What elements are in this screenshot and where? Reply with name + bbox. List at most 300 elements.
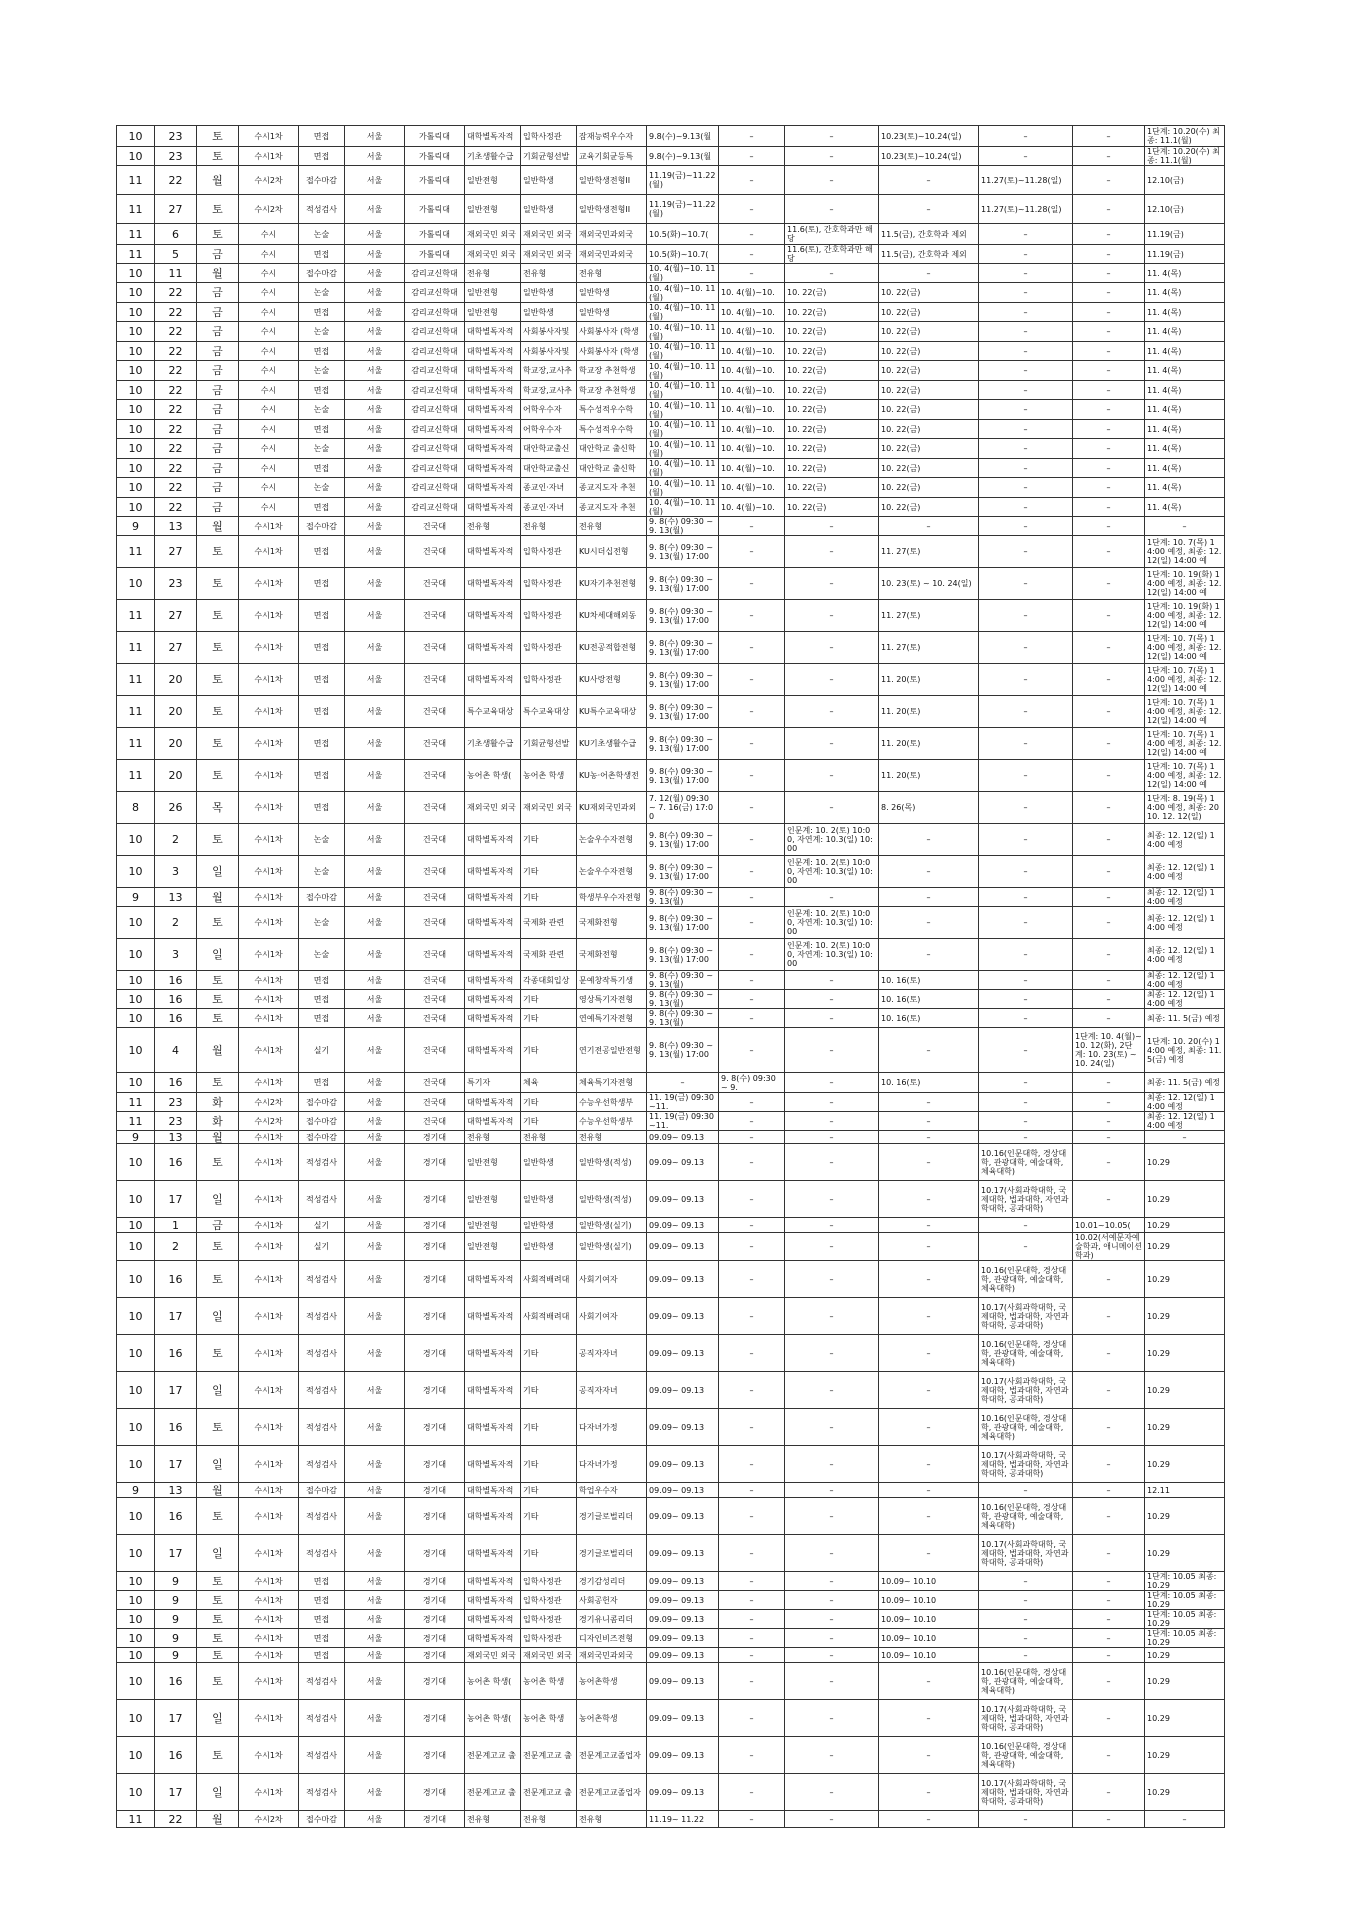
cell-program: 전유형 (577, 1811, 647, 1828)
cell-application-period: 9. 8(수) 09:30 ~ 9. 13(월) 17:00 (647, 696, 719, 728)
cell-application-period: 09.09~ 09.13 (647, 1648, 719, 1663)
cell-region: 서울 (345, 459, 405, 478)
cell-practical-date: – (1073, 478, 1145, 498)
cell-weekday: 토 (197, 568, 239, 600)
cell-application-period: 9. 8(수) 09:30 ~ 9. 13(월) 17:00 (647, 664, 719, 696)
cell-track: 재외국민 외국 (465, 1648, 521, 1663)
cell-university: 경기대 (405, 1774, 465, 1811)
cell-result-date: 11. 4(목) (1145, 283, 1225, 303)
cell-document-period: – (719, 1144, 785, 1181)
cell-category: 대안학교출신 (521, 439, 577, 459)
cell-round: 수시1차 (239, 1483, 299, 1498)
cell-practical-date: – (1073, 400, 1145, 420)
cell-category: 전유형 (521, 517, 577, 536)
cell-exam-type: 면접 (299, 664, 345, 696)
cell-result-date: 10.29 (1145, 1335, 1225, 1372)
cell-region: 서울 (345, 245, 405, 264)
cell-program: 농어촌학생 (577, 1700, 647, 1737)
cell-interview-date: – (879, 856, 979, 888)
admission-schedule-table (116, 125, 1225, 1828)
cell-day: 16 (155, 1663, 197, 1700)
cell-practical-date: – (1073, 147, 1145, 166)
cell-university: 건국대 (405, 856, 465, 888)
cell-essay-date: 10. 22(금) (785, 400, 879, 420)
cell-application-period: 9. 8(수) 09:30 ~ 9. 13(월) 17:00 (647, 939, 719, 971)
cell-university: 건국대 (405, 760, 465, 792)
cell-aptitude-date: 10.17(사회과학대학, 국제대학, 법과대학, 자연과학대학, 공과대학) (979, 1774, 1073, 1811)
cell-program: 일반학생전형II (577, 166, 647, 195)
cell-result-date: 1단계: 10.20(수) 최종: 11.1(월) (1145, 126, 1225, 147)
cell-program: 농어촌학생 (577, 1663, 647, 1700)
cell-aptitude-date: – (979, 792, 1073, 824)
cell-interview-date: 11.5(금), 간호학과 제외 (879, 224, 979, 245)
cell-program: 논술우수자전형 (577, 824, 647, 856)
cell-university: 건국대 (405, 939, 465, 971)
cell-month: 10 (117, 1372, 155, 1409)
cell-result-date: 10.29 (1145, 1298, 1225, 1335)
cell-month: 9 (117, 517, 155, 536)
cell-region: 서울 (345, 517, 405, 536)
cell-exam-type: 논술 (299, 361, 345, 381)
cell-essay-date: – (785, 1335, 879, 1372)
cell-practical-date: – (1073, 1144, 1145, 1181)
cell-round: 수시1차 (239, 1663, 299, 1700)
cell-round: 수시2차 (239, 1112, 299, 1131)
cell-weekday: 토 (197, 1261, 239, 1298)
cell-essay-date: – (785, 568, 879, 600)
cell-program: 연예특기자전형 (577, 1009, 647, 1028)
cell-program: 교육기회균등특 (577, 147, 647, 166)
cell-exam-type: 면접 (299, 147, 345, 166)
cell-exam-type: 적성검사 (299, 1700, 345, 1737)
cell-application-period: 9. 8(수) 09:30 ~ 9. 13(월) 17:00 (647, 1028, 719, 1073)
cell-result-date: 10.29 (1145, 1700, 1225, 1737)
cell-track: 대학별독자적 (465, 400, 521, 420)
cell-region: 서울 (345, 1131, 405, 1144)
cell-category: 재외국민 외국 (521, 224, 577, 245)
cell-aptitude-date: – (979, 600, 1073, 632)
cell-document-period: 10. 4(월)~10. (719, 322, 785, 342)
cell-result-date: 10.29 (1145, 1737, 1225, 1774)
cell-region: 서울 (345, 568, 405, 600)
cell-weekday: 일 (197, 1181, 239, 1218)
cell-application-period: 10. 4(월)~10. 11(월) (647, 322, 719, 342)
cell-day: 16 (155, 1009, 197, 1028)
table-row (117, 1131, 1225, 1144)
cell-day: 23 (155, 1112, 197, 1131)
cell-result-date: – (1145, 1811, 1225, 1828)
cell-round: 수시1차 (239, 1335, 299, 1372)
cell-application-period: 09.09~ 09.13 (647, 1181, 719, 1218)
cell-application-period: 10. 4(월)~10. 11(월) (647, 361, 719, 381)
cell-aptitude-date: – (979, 1218, 1073, 1233)
cell-interview-date: 10. 22(금) (879, 498, 979, 517)
cell-category: 일반학생 (521, 195, 577, 224)
cell-program: 재외국민과외국 (577, 245, 647, 264)
cell-result-date: 11. 4(목) (1145, 342, 1225, 361)
cell-essay-date: – (785, 1131, 879, 1144)
cell-round: 수시1차 (239, 536, 299, 568)
cell-program: 전유형 (577, 517, 647, 536)
cell-result-date: 1단계: 10. 19(화) 14:00 예정, 최종: 12. 12(일) 14:00 예 (1145, 568, 1225, 600)
cell-result-date: 10.29 (1145, 1648, 1225, 1663)
cell-track: 전문계고교 출 (465, 1737, 521, 1774)
cell-result-date: 10.29 (1145, 1409, 1225, 1446)
cell-practical-date: – (1073, 283, 1145, 303)
cell-weekday: 토 (197, 1009, 239, 1028)
cell-track: 대학별독자적 (465, 1028, 521, 1073)
cell-day: 11 (155, 264, 197, 283)
cell-month: 10 (117, 1009, 155, 1028)
cell-university: 감리교신학대 (405, 283, 465, 303)
cell-practical-date: – (1073, 264, 1145, 283)
cell-round: 수시2차 (239, 195, 299, 224)
cell-aptitude-date: 10.17(사회과학대학, 국제대학, 법과대학, 자연과학대학, 공과대학) (979, 1372, 1073, 1409)
cell-category: 기회균형선발 (521, 728, 577, 760)
cell-document-period: – (719, 792, 785, 824)
cell-round: 수시1차 (239, 126, 299, 147)
table-row (117, 1218, 1225, 1233)
cell-document-period: – (719, 1181, 785, 1218)
cell-application-period: 09.09~ 09.13 (647, 1218, 719, 1233)
cell-aptitude-date: – (979, 478, 1073, 498)
cell-university: 경기대 (405, 1610, 465, 1629)
cell-document-period: – (719, 971, 785, 990)
cell-exam-type: 적성검사 (299, 1409, 345, 1446)
table-row (117, 1737, 1225, 1774)
cell-month: 11 (117, 536, 155, 568)
cell-application-period: 9. 8(수) 09:30 ~ 9. 13(월) (647, 971, 719, 990)
cell-interview-date: 8. 26(목) (879, 792, 979, 824)
cell-round: 수시2차 (239, 1093, 299, 1112)
cell-month: 10 (117, 303, 155, 322)
cell-program: 전유형 (577, 264, 647, 283)
cell-category: 기타 (521, 1446, 577, 1483)
cell-aptitude-date: – (979, 147, 1073, 166)
cell-program: 전문계고교졸업자 (577, 1737, 647, 1774)
cell-track: 대학별독자적 (465, 381, 521, 400)
cell-practical-date: – (1073, 439, 1145, 459)
cell-track: 대학별독자적 (465, 439, 521, 459)
cell-essay-date: 인문계: 10. 2(토) 10:00, 자연계: 10.3(일) 10:00 (785, 824, 879, 856)
cell-category: 종교인·자녀 (521, 478, 577, 498)
cell-result-date: 1단계: 10. 7(목) 14:00 예정, 최종: 12. 12(일) 14:00 예 (1145, 728, 1225, 760)
cell-day: 17 (155, 1535, 197, 1572)
cell-track: 대학별독자적 (465, 1572, 521, 1591)
cell-document-period: – (719, 1233, 785, 1261)
cell-result-date: 12.10(금) (1145, 195, 1225, 224)
cell-interview-date: – (879, 1298, 979, 1335)
cell-day: 2 (155, 1233, 197, 1261)
cell-track: 농어촌 학생( (465, 1663, 521, 1700)
cell-interview-date: 10.09~ 10.10 (879, 1629, 979, 1648)
cell-region: 서울 (345, 1648, 405, 1663)
cell-practical-date: – (1073, 1181, 1145, 1218)
cell-practical-date: – (1073, 664, 1145, 696)
cell-essay-date: – (785, 1774, 879, 1811)
cell-region: 서울 (345, 361, 405, 381)
cell-practical-date: – (1073, 990, 1145, 1009)
cell-exam-type: 논술 (299, 322, 345, 342)
cell-essay-date: – (785, 1298, 879, 1335)
cell-document-period: – (719, 1261, 785, 1298)
cell-track: 대학별독자적 (465, 1093, 521, 1112)
cell-program: 연기전공일반전형 (577, 1028, 647, 1073)
cell-exam-type: 면접 (299, 728, 345, 760)
cell-essay-date: – (785, 632, 879, 664)
cell-practical-date: – (1073, 1629, 1145, 1648)
cell-interview-date: – (879, 1261, 979, 1298)
cell-exam-type: 논술 (299, 939, 345, 971)
cell-program: 대안학교 출신학 (577, 439, 647, 459)
cell-program: 일반학생(실기) (577, 1218, 647, 1233)
cell-essay-date: 인문계: 10. 2(토) 10:00, 자연계: 10.3(일) 10:00 (785, 907, 879, 939)
cell-category: 입학사정관 (521, 664, 577, 696)
cell-interview-date: – (879, 1811, 979, 1828)
cell-track: 대학별독자적 (465, 1298, 521, 1335)
cell-category: 전유형 (521, 264, 577, 283)
cell-practical-date: – (1073, 303, 1145, 322)
cell-exam-type: 논술 (299, 439, 345, 459)
cell-university: 경기대 (405, 1811, 465, 1828)
cell-essay-date: – (785, 1700, 879, 1737)
cell-region: 서울 (345, 1446, 405, 1483)
cell-region: 서울 (345, 1535, 405, 1572)
table-row (117, 990, 1225, 1009)
cell-weekday: 금 (197, 459, 239, 478)
cell-round: 수시1차 (239, 792, 299, 824)
cell-essay-date: – (785, 1498, 879, 1535)
cell-month: 9 (117, 1483, 155, 1498)
cell-essay-date: – (785, 971, 879, 990)
cell-application-period: 10. 4(월)~10. 11(월) (647, 303, 719, 322)
cell-round: 수시 (239, 498, 299, 517)
cell-document-period: – (719, 568, 785, 600)
table-row (117, 439, 1225, 459)
cell-document-period: – (719, 990, 785, 1009)
cell-application-period: 9. 8(수) 09:30 ~ 9. 13(월) 17:00 (647, 600, 719, 632)
cell-exam-type: 적성검사 (299, 1498, 345, 1535)
cell-document-period: – (719, 1498, 785, 1535)
cell-university: 건국대 (405, 517, 465, 536)
cell-application-period: 10. 4(월)~10. 11(월) (647, 439, 719, 459)
cell-month: 10 (117, 264, 155, 283)
cell-essay-date: – (785, 1663, 879, 1700)
cell-day: 17 (155, 1774, 197, 1811)
cell-region: 서울 (345, 322, 405, 342)
cell-round: 수시 (239, 342, 299, 361)
cell-round: 수시1차 (239, 907, 299, 939)
cell-track: 대학별독자적 (465, 856, 521, 888)
table-row (117, 728, 1225, 760)
table-row (117, 1028, 1225, 1073)
cell-weekday: 토 (197, 600, 239, 632)
cell-month: 10 (117, 459, 155, 478)
cell-round: 수시1차 (239, 728, 299, 760)
cell-document-period: – (719, 1028, 785, 1073)
cell-track: 전문계고교 출 (465, 1774, 521, 1811)
cell-region: 서울 (345, 1700, 405, 1737)
cell-month: 10 (117, 478, 155, 498)
cell-region: 서울 (345, 600, 405, 632)
cell-round: 수시1차 (239, 147, 299, 166)
cell-aptitude-date: – (979, 264, 1073, 283)
cell-application-period: 10. 4(월)~10. 11(월) (647, 498, 719, 517)
cell-day: 22 (155, 342, 197, 361)
cell-result-date: 10.29 (1145, 1144, 1225, 1181)
cell-day: 22 (155, 303, 197, 322)
cell-track: 대학별독자적 (465, 1535, 521, 1572)
cell-category: 사회봉사자및 (521, 342, 577, 361)
cell-application-period: 09.09~ 09.13 (647, 1446, 719, 1483)
cell-result-date: 11. 4(목) (1145, 459, 1225, 478)
cell-result-date: 최종: 12. 12(일) 14:00 예정 (1145, 907, 1225, 939)
cell-result-date: 10.29 (1145, 1218, 1225, 1233)
cell-program: 공직자자녀 (577, 1335, 647, 1372)
cell-result-date: 1단계: 10. 20(수) 14:00 예정, 최종: 11. 5(금) 예정 (1145, 1028, 1225, 1073)
cell-weekday: 금 (197, 303, 239, 322)
cell-exam-type: 면접 (299, 536, 345, 568)
cell-region: 서울 (345, 824, 405, 856)
cell-day: 17 (155, 1372, 197, 1409)
cell-practical-date: – (1073, 1572, 1145, 1591)
cell-month: 10 (117, 1298, 155, 1335)
cell-program: 다자녀가정 (577, 1409, 647, 1446)
cell-exam-type: 면접 (299, 342, 345, 361)
cell-weekday: 월 (197, 517, 239, 536)
cell-round: 수시1차 (239, 971, 299, 990)
cell-day: 22 (155, 439, 197, 459)
cell-interview-date: – (879, 195, 979, 224)
table-row (117, 245, 1225, 264)
cell-aptitude-date: – (979, 1648, 1073, 1663)
cell-essay-date: – (785, 1535, 879, 1572)
cell-track: 대학별독자적 (465, 907, 521, 939)
cell-document-period: – (719, 1591, 785, 1610)
cell-round: 수시1차 (239, 1131, 299, 1144)
cell-region: 서울 (345, 1483, 405, 1498)
cell-document-period: 10. 4(월)~10. (719, 283, 785, 303)
cell-practical-date: – (1073, 517, 1145, 536)
cell-practical-date: – (1073, 1591, 1145, 1610)
cell-region: 서울 (345, 126, 405, 147)
cell-practical-date: – (1073, 696, 1145, 728)
table-row (117, 1261, 1225, 1298)
cell-interview-date: 10. 16(토) (879, 1009, 979, 1028)
cell-document-period: – (719, 166, 785, 195)
cell-track: 대학별독자적 (465, 1409, 521, 1446)
cell-day: 22 (155, 166, 197, 195)
cell-aptitude-date: – (979, 1610, 1073, 1629)
cell-university: 경기대 (405, 1572, 465, 1591)
cell-application-period: – (647, 1073, 719, 1093)
cell-practical-date: – (1073, 166, 1145, 195)
cell-application-period: 9. 8(수) 09:30 ~ 9. 13(월) (647, 888, 719, 907)
cell-interview-date: 11. 27(토) (879, 536, 979, 568)
table-row (117, 195, 1225, 224)
cell-region: 서울 (345, 888, 405, 907)
cell-region: 서울 (345, 696, 405, 728)
cell-result-date: 11. 4(목) (1145, 478, 1225, 498)
cell-essay-date: – (785, 1648, 879, 1663)
cell-category: 기타 (521, 1112, 577, 1131)
cell-university: 건국대 (405, 971, 465, 990)
cell-month: 10 (117, 856, 155, 888)
cell-category: 일반학생 (521, 1144, 577, 1181)
cell-program: 수능우선학생부 (577, 1112, 647, 1131)
cell-document-period: – (719, 1572, 785, 1591)
cell-track: 기초생활수급 (465, 728, 521, 760)
cell-essay-date: – (785, 1144, 879, 1181)
cell-essay-date: – (785, 1610, 879, 1629)
cell-result-date: 11. 4(목) (1145, 381, 1225, 400)
cell-university: 건국대 (405, 824, 465, 856)
cell-round: 수시1차 (239, 664, 299, 696)
cell-category: 기회균형선발 (521, 147, 577, 166)
cell-university: 건국대 (405, 990, 465, 1009)
cell-interview-date: – (879, 1093, 979, 1112)
cell-aptitude-date: – (979, 971, 1073, 990)
cell-essay-date: – (785, 517, 879, 536)
cell-aptitude-date: – (979, 939, 1073, 971)
cell-month: 10 (117, 1700, 155, 1737)
table-row (117, 342, 1225, 361)
cell-weekday: 일 (197, 1774, 239, 1811)
cell-application-period: 9. 8(수) 09:30 ~ 9. 13(월) (647, 990, 719, 1009)
cell-exam-type: 면접 (299, 632, 345, 664)
table-row (117, 381, 1225, 400)
cell-practical-date: – (1073, 245, 1145, 264)
cell-region: 서울 (345, 1093, 405, 1112)
cell-university: 건국대 (405, 600, 465, 632)
cell-interview-date: 11. 20(토) (879, 664, 979, 696)
cell-region: 서울 (345, 498, 405, 517)
cell-interview-date: 11. 27(토) (879, 632, 979, 664)
cell-track: 대학별독자적 (465, 420, 521, 439)
table-row (117, 283, 1225, 303)
cell-category: 농어촌 학생 (521, 1700, 577, 1737)
table-row (117, 498, 1225, 517)
table-row (117, 1774, 1225, 1811)
cell-exam-type: 적성검사 (299, 1261, 345, 1298)
cell-day: 16 (155, 1335, 197, 1372)
cell-program: 종교지도자 추천 (577, 498, 647, 517)
cell-aptitude-date: – (979, 224, 1073, 245)
cell-month: 8 (117, 792, 155, 824)
cell-program: 대안학교 출신학 (577, 459, 647, 478)
cell-category: 일반학생 (521, 303, 577, 322)
cell-round: 수시1차 (239, 990, 299, 1009)
cell-interview-date: – (879, 1498, 979, 1535)
cell-practical-date: – (1073, 760, 1145, 792)
cell-program: 학생부우수자전형 (577, 888, 647, 907)
cell-month: 9 (117, 1131, 155, 1144)
cell-application-period: 10. 4(월)~10. 11(월) (647, 342, 719, 361)
cell-essay-date: 인문계: 10. 2(토) 10:00, 자연계: 10.3(일) 10:00 (785, 939, 879, 971)
cell-weekday: 금 (197, 498, 239, 517)
cell-region: 서울 (345, 478, 405, 498)
cell-application-period: 11. 19(금) 09:30 ~11. (647, 1112, 719, 1131)
cell-region: 서울 (345, 195, 405, 224)
cell-track: 대학별독자적 (465, 824, 521, 856)
cell-practical-date: – (1073, 1073, 1145, 1093)
cell-document-period: – (719, 1218, 785, 1233)
cell-practical-date: – (1073, 1446, 1145, 1483)
cell-essay-date: – (785, 1591, 879, 1610)
cell-day: 5 (155, 245, 197, 264)
cell-region: 서울 (345, 381, 405, 400)
cell-exam-type: 면접 (299, 1610, 345, 1629)
